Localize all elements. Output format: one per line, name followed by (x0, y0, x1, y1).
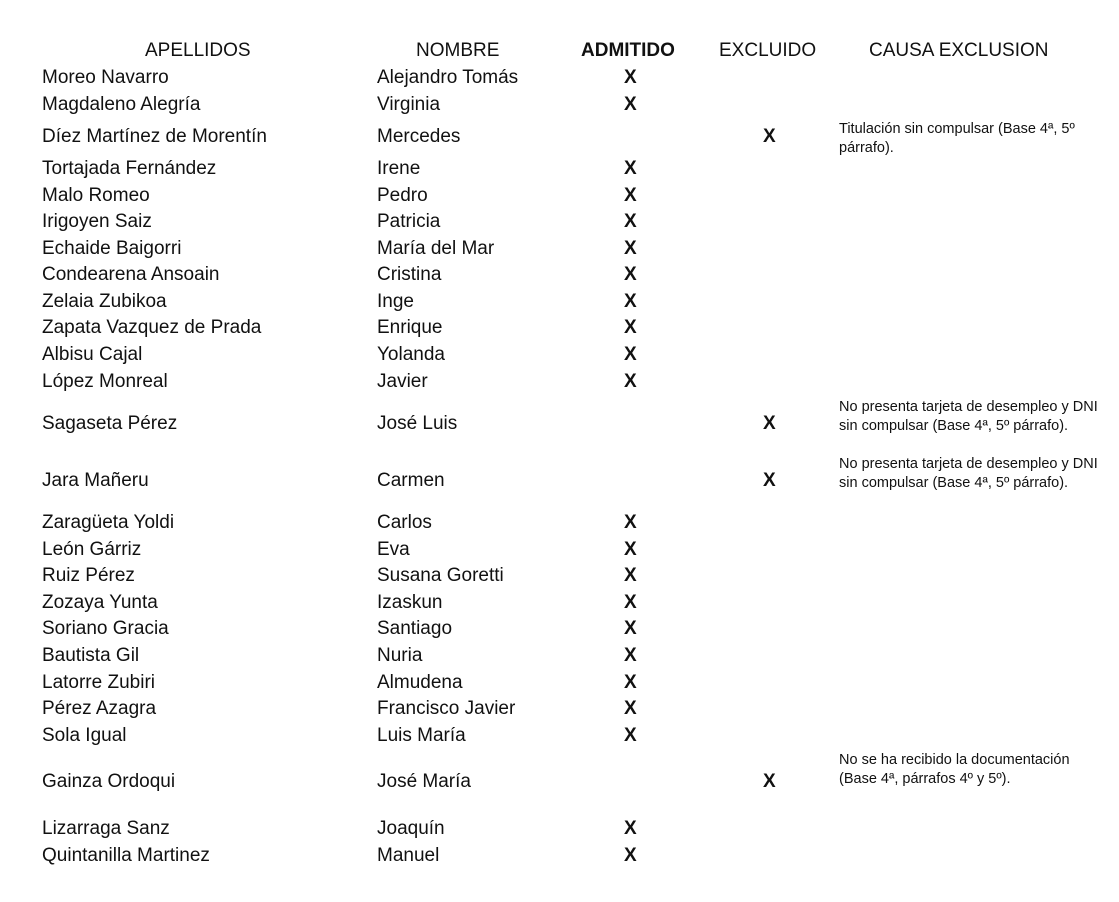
apellidos-cell: Albisu Cajal (42, 344, 143, 365)
admitido-mark: X (624, 818, 637, 839)
admitido-mark: X (624, 94, 637, 115)
nombre-cell: Almudena (377, 672, 463, 693)
admitido-mark: X (624, 725, 637, 746)
admitido-mark: X (624, 317, 637, 338)
nombre-cell: Inge (377, 291, 414, 312)
admitido-mark: X (624, 211, 637, 232)
admitido-mark: X (624, 371, 637, 392)
admitido-mark: X (624, 565, 637, 586)
nombre-cell: José María (377, 771, 471, 792)
apellidos-cell: Gainza Ordoqui (42, 771, 176, 792)
nombre-cell: Nuria (377, 645, 423, 666)
apellidos-cell: Pérez Azagra (42, 698, 157, 719)
excluido-mark: X (763, 413, 776, 434)
header-apellidos: APELLIDOS (145, 40, 251, 61)
admitido-mark: X (624, 185, 637, 206)
apellidos-cell: Magdaleno Alegría (42, 94, 201, 115)
apellidos-cell: Soriano Gracia (42, 618, 169, 639)
admitido-mark: X (624, 67, 637, 88)
apellidos-cell: Quintanilla Martinez (42, 845, 210, 866)
header-admitido: ADMITIDO (581, 40, 675, 61)
nombre-cell: José Luis (377, 413, 458, 434)
nombre-cell: Susana Goretti (377, 565, 504, 586)
admitido-mark: X (624, 512, 637, 533)
excluido-mark: X (763, 470, 776, 491)
admitido-mark: X (624, 672, 637, 693)
causa-exclusion-text: Titulación sin compulsar (Base 4ª, 5º párrafo). (839, 121, 1075, 156)
apellidos-cell: Bautista Gil (42, 645, 140, 666)
apellidos-cell: Sagaseta Pérez (42, 413, 178, 434)
apellidos-cell: Latorre Zubiri (42, 672, 155, 693)
admitido-mark: X (624, 698, 637, 719)
nombre-cell: Manuel (377, 845, 440, 866)
nombre-cell: Carmen (377, 470, 445, 491)
apellidos-cell: Jara Mañeru (42, 470, 149, 491)
apellidos-cell: Díez Martínez de Morentín (42, 126, 267, 147)
apellidos-cell: López Monreal (42, 371, 168, 392)
apellidos-cell: Tortajada Fernández (42, 158, 217, 179)
causa-exclusion-text: No presenta tarjeta de desempleo y DNI sin compulsar (Base 4ª, 5º párrafo). (839, 399, 1098, 434)
nombre-cell: Enrique (377, 317, 443, 338)
nombre-cell: Mercedes (377, 126, 461, 147)
nombre-cell: Francisco Javier (377, 698, 516, 719)
admitido-mark: X (624, 344, 637, 365)
admitido-mark: X (624, 291, 637, 312)
excluido-mark: X (763, 126, 776, 147)
admitido-mark: X (624, 539, 637, 560)
apellidos-cell: Zaragüeta Yoldi (42, 512, 175, 533)
apellidos-cell: Echaide Baigorri (42, 238, 182, 259)
nombre-cell: Santiago (377, 618, 453, 639)
admitido-mark: X (624, 158, 637, 179)
apellidos-cell: Lizarraga Sanz (42, 818, 170, 839)
causa-exclusion-text: No presenta tarjeta de desempleo y DNI sin compulsar (Base 4ª, 5º párrafo). (839, 456, 1098, 491)
admitido-mark: X (624, 264, 637, 285)
apellidos-cell: Zozaya Yunta (42, 592, 158, 613)
header-excluido: EXCLUIDO (719, 40, 817, 61)
apellidos-cell: Ruiz Pérez (42, 565, 135, 586)
header-nombre: NOMBRE (416, 40, 500, 61)
apellidos-cell: Malo Romeo (42, 185, 150, 206)
nombre-cell: Virginia (377, 94, 441, 115)
nombre-cell: Izaskun (377, 592, 443, 613)
nombre-cell: Luis María (377, 725, 466, 746)
nombre-cell: María del Mar (377, 238, 495, 259)
apellidos-cell: Moreo Navarro (42, 67, 169, 88)
admitido-mark: X (624, 645, 637, 666)
nombre-cell: Carlos (377, 512, 432, 533)
nombre-cell: Javier (377, 371, 428, 392)
apellidos-cell: Irigoyen Saiz (42, 211, 152, 232)
nombre-cell: Cristina (377, 264, 442, 285)
excluido-mark: X (763, 771, 776, 792)
nombre-cell: Irene (377, 158, 421, 179)
admitido-mark: X (624, 238, 637, 259)
apellidos-cell: Condearena Ansoain (42, 264, 220, 285)
nombre-cell: Alejandro Tomás (377, 67, 519, 88)
apellidos-cell: Zapata Vazquez de Prada (42, 317, 262, 338)
admitido-mark: X (624, 845, 637, 866)
header-causa-exclusion: CAUSA EXCLUSION (869, 40, 1049, 61)
apellidos-cell: Sola Igual (42, 725, 127, 746)
admitido-mark: X (624, 618, 637, 639)
nombre-cell: Pedro (377, 185, 428, 206)
nombre-cell: Yolanda (377, 344, 445, 365)
nombre-cell: Joaquín (377, 818, 445, 839)
apellidos-cell: León Gárriz (42, 539, 142, 560)
nombre-cell: Eva (377, 539, 410, 560)
admitido-mark: X (624, 592, 637, 613)
apellidos-cell: Zelaia Zubikoa (42, 291, 167, 312)
nombre-cell: Patricia (377, 211, 441, 232)
causa-exclusion-text: No se ha recibido la documentación (Base 4ª, párrafos 4º y 5º). (839, 752, 1070, 787)
